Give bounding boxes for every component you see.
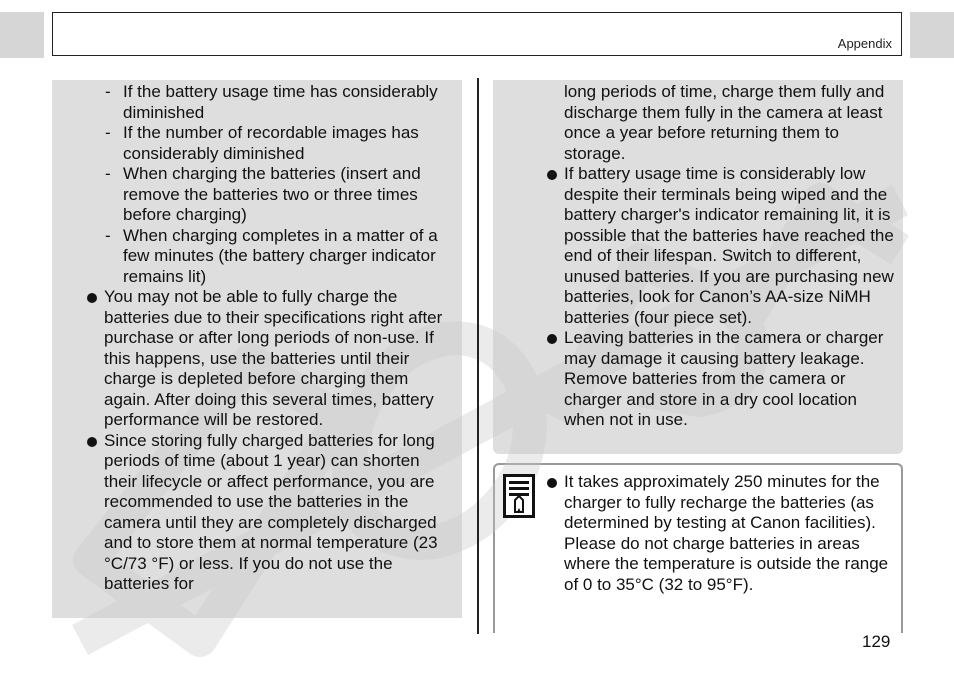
dash-item-text: If the battery usage time has considerably diminished	[123, 82, 438, 122]
continuation-text: long periods of time, charge them fully and discharge them fully in the camera at least once a year before returning them to storage.	[564, 82, 885, 163]
bullet-item	[85, 287, 454, 431]
bullet-text: Since storing fully charged batteries for long periods of time (about 1 year) can shorten their lifecycle or affect performance, you are recommended to use the batteries in the camera until they are completely discharged and to store them at normal temperature (23 °C/73 °F) or less. If you do not use the batteries for	[104, 430, 438, 593]
dash-item-text: If the number of recordable images has considerably diminished	[123, 123, 419, 163]
dash-item	[104, 226, 454, 288]
bullet-item	[545, 164, 895, 328]
dash-item	[104, 123, 454, 164]
bullet-dot-icon	[547, 334, 557, 344]
bullet-item	[85, 431, 454, 595]
right-section-tab	[910, 12, 954, 58]
dash-item-text: When charging completes in a matter of a few minutes (the battery charger indicator remains lit)	[123, 225, 438, 286]
dash-marker: -	[105, 164, 111, 183]
dash-marker: -	[105, 82, 111, 101]
page-number: 129	[862, 632, 891, 651]
right-column	[545, 82, 895, 431]
note-bullet-item	[545, 472, 895, 595]
left-section-tab	[0, 12, 44, 58]
bullet-dot-icon	[547, 478, 557, 488]
note-content	[545, 472, 895, 595]
dash-item	[104, 164, 454, 226]
dash-marker: -	[105, 123, 111, 142]
bullet-item	[545, 328, 895, 431]
bullet-dot-icon	[547, 170, 557, 180]
continuation-paragraph	[545, 82, 895, 164]
page-header	[52, 12, 902, 56]
bullet-dot-icon	[87, 293, 97, 303]
bullet-dot-icon	[87, 437, 97, 447]
dash-item-text: When charging the batteries (insert and remove the batteries two or three times before charging)	[123, 164, 421, 224]
column-divider	[477, 78, 479, 634]
section-label: Appendix	[837, 36, 892, 51]
dash-marker: -	[105, 225, 111, 245]
left-column	[104, 82, 454, 595]
memo-pencil-icon	[503, 474, 535, 518]
dash-item	[104, 82, 454, 123]
note-text: It takes approximately 250 minutes for the charger to fully recharge the batteries (as determined by testing at Canon facilities). Please do not charge batteries in areas where the temperature is outside the range of 0 to 35°C (32 to 95°F).	[564, 472, 889, 594]
bullet-text: You may not be able to fully charge the batteries due to their specifications right after purchase or after long periods of non-use. If this happens, use the batteries until their charge is depleted before charging them again. After doing this several times, battery performance will be restored.	[104, 287, 443, 429]
bullet-text: Leaving batteries in the camera or charger may damage it causing battery leakage. Remove batteries from the camera or charger and store in a dry cool location when not in use.	[564, 328, 884, 429]
bullet-text: If battery usage time is considerably low despite their terminals being wiped and the battery charger's indicator remaining lit, it is possible that the batteries have reached the end of their lifespan. Switch to different, unused batteries. If you are purchasing new batteries, look for Canon’s AA-size NiMH batteries (four piece set).	[564, 164, 894, 327]
